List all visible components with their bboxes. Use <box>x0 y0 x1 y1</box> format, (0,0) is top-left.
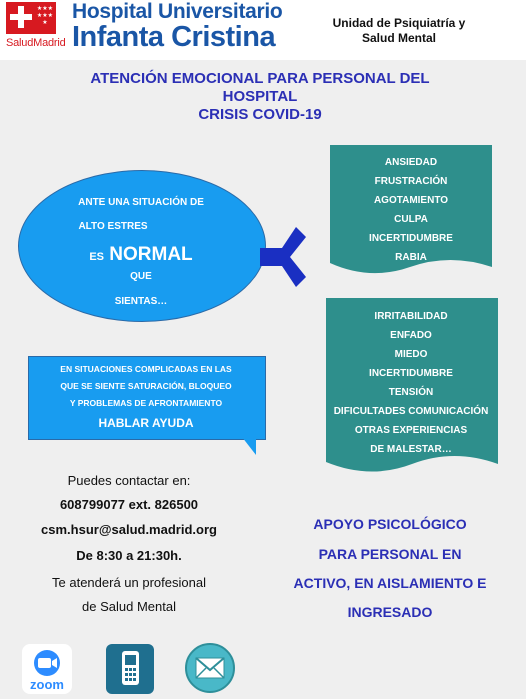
contact-line6: de Salud Mental <box>82 599 176 614</box>
emotion-item: INCERTIDUMBRE <box>369 368 453 379</box>
support-line4: INGRESADO <box>347 604 433 620</box>
emotions-box-1 <box>330 145 492 275</box>
salud-madrid-label: SaludMadrid <box>6 37 66 49</box>
ellipse-line1: ANTE UNA SITUACIÓN DE <box>78 197 204 208</box>
emotion-item: CULPA <box>394 214 428 225</box>
emotion-item: TENSIÓN <box>388 387 434 398</box>
bubble-hablar-ayuda: HABLAR AYUDA <box>98 416 194 430</box>
contact-intro: Puedes contactar en: <box>67 473 191 488</box>
emotion-item: ANSIEDAD <box>384 157 438 168</box>
contact-line5: Te atenderá un profesional <box>52 575 206 590</box>
hospital-name-line2: Infanta Cristina <box>72 21 276 53</box>
unit-line2: Salud Mental <box>361 31 436 45</box>
unit-line1: Unidad de Psiquiatría y <box>332 16 466 30</box>
emotion-item: DE MALESTAR… <box>370 444 452 455</box>
title-line1: ATENCIÓN EMOCIONAL PARA PERSONAL DEL <box>90 70 430 87</box>
ellipse-es: ES <box>89 251 104 263</box>
support-line2: PARA PERSONAL EN <box>318 546 462 562</box>
unit-name <box>330 16 468 46</box>
contact-hours: De 8:30 a 21:30h. <box>76 548 182 563</box>
phone-icon[interactable] <box>106 644 154 694</box>
ellipse-normal <box>18 244 264 266</box>
email-icon[interactable] <box>184 642 236 694</box>
contact-email[interactable]: csm.hsur@salud.madrid.org <box>41 522 217 537</box>
emotion-item: MIEDO <box>394 349 428 360</box>
ellipse-line5: SIENTAS… <box>114 296 168 307</box>
zoom-label: zoom <box>30 677 64 692</box>
emotion-item: DIFICULTADES COMUNICACIÓN <box>333 406 489 417</box>
bubble-line1: EN SITUACIONES COMPLICADAS EN LAS <box>60 364 232 374</box>
support-line1: APOYO PSICOLÓGICO <box>313 516 467 532</box>
emotion-item: AGOTAMIENTO <box>373 195 449 206</box>
page-title <box>40 70 480 124</box>
emotion-item: IRRITABILIDAD <box>374 311 448 322</box>
emotion-item: RABIA <box>395 252 427 263</box>
split-arrow-icon <box>260 225 322 289</box>
contact-phone[interactable]: 608799077 ext. 826500 <box>59 497 199 512</box>
bubble-line3: Y PROBLEMAS DE AFRONTAMIENTO <box>69 398 223 408</box>
comunidad-madrid-logo: ★★★ ★★★ ★ <box>6 2 56 34</box>
title-line3: CRISIS COVID-19 <box>198 106 322 123</box>
title-line2: HOSPITAL <box>222 88 298 105</box>
support-line3: ACTIVO, EN AISLAMIENTO E <box>293 575 487 591</box>
emotions-box-2 <box>326 298 496 476</box>
emotion-item: OTRAS EXPERIENCIAS <box>354 425 468 436</box>
zoom-icon[interactable] <box>22 644 72 694</box>
ellipse-line2: ALTO ESTRES <box>78 221 148 232</box>
emotion-item: INCERTIDUMBRE <box>369 233 453 244</box>
ellipse-que: QUE <box>130 271 152 282</box>
speech-bubble-tail <box>242 437 256 455</box>
emotion-item: FRUSTRACIÓN <box>374 176 448 187</box>
bubble-line2: QUE SE SIENTE SATURACIÓN, BLOQUEO <box>60 381 232 391</box>
hospital-name-line1: Hospital Universitario <box>72 0 283 23</box>
emotion-item: ENFADO <box>390 330 432 341</box>
ellipse-normal-word: NORMAL <box>109 244 193 265</box>
